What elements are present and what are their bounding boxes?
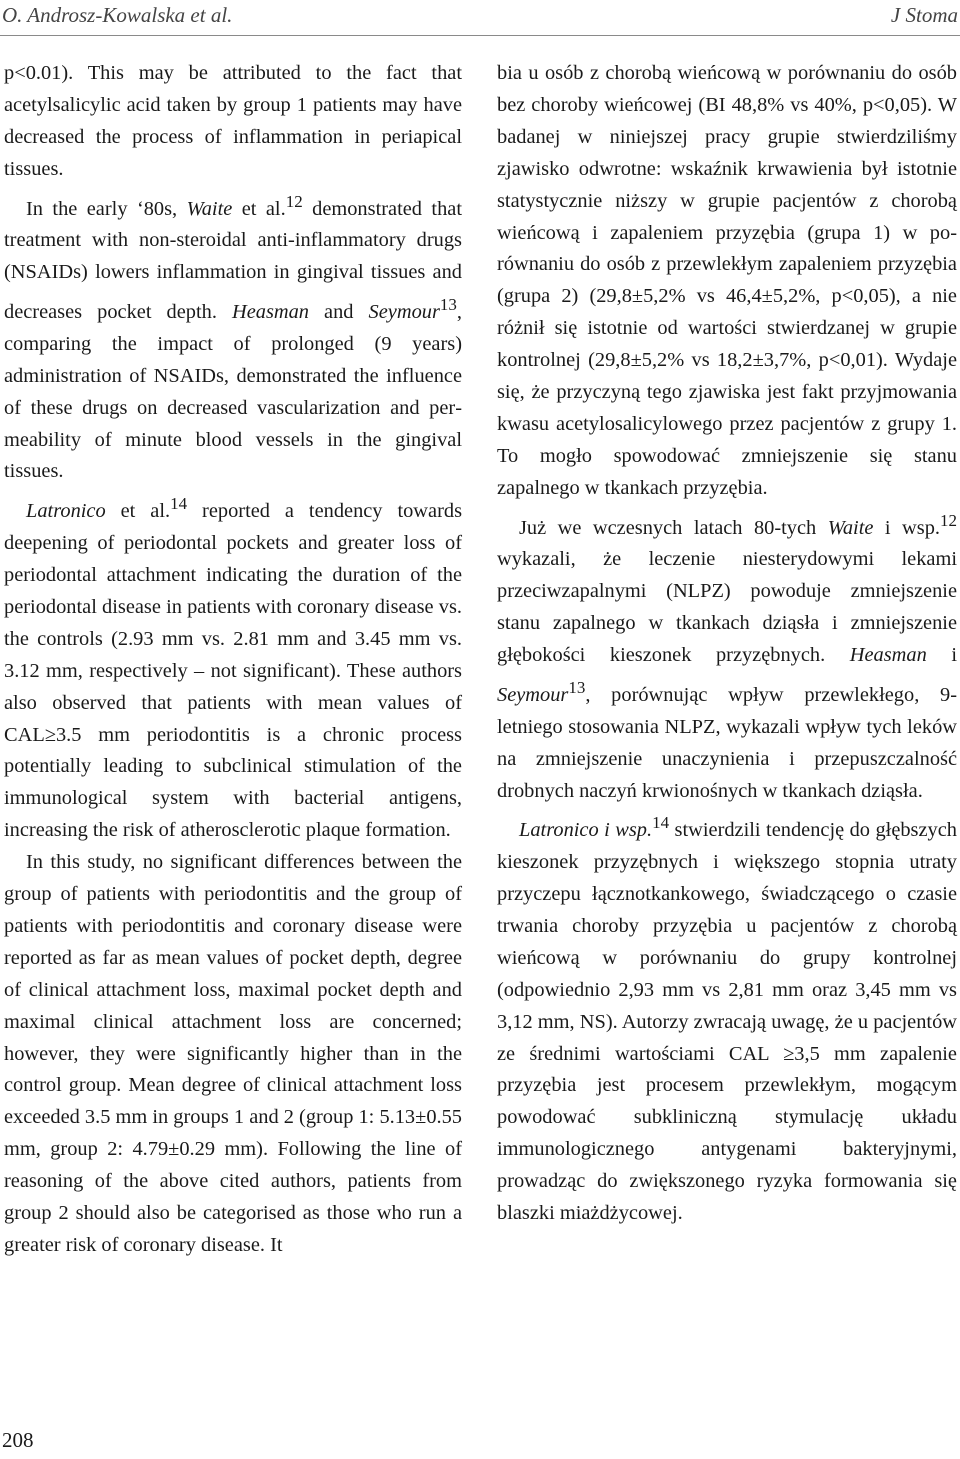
author-name: Seymour — [368, 300, 440, 323]
paragraph-text: reported a tendency towards deepening of periodontal pockets and greater loss of periodontal attachment indicating the duration of the periodontal disease in patients with coronary disease vs. the controls (2.93 mm vs. 2.81 mm and 3.45 mm vs. 3.12 mm, respectively – not significant). These authors also observed that patients with mean values of CAL≥3.5 mm periodontitis is a chronic process potentially leading to subclinical stimulation of the immunological system with bacterial antigens, increasing the risk of atherosclerotic plaque formation. — [4, 500, 463, 842]
paragraph-text: demonstrated that treatment with non-steroidal anti-inflammatory drugs (NSAIDs) lowers inflammation in gingival tissues and decreases pocket depth. — [4, 197, 462, 323]
reference-marker: 14 — [170, 494, 188, 514]
paragraph — [497, 505, 957, 808]
reference-marker: 14 — [652, 813, 670, 833]
paragraph-text: et al. — [232, 197, 286, 220]
reference-marker: 12 — [285, 191, 303, 211]
paragraph-text: In this study, no significant differences between the group of patients with periodontitis and the group of patients with periodontitis and coronary disease were reported as far as mean values of pocket depth, degree of clinical attachment loss, maximal pocket depth and maximal clinical attachment loss are concerned; however, they were significantly higher than in the control group. Mean degree of clinical attachment loss exceeded 3.5 mm in groups 1 and 2 (group 1: 5.13±0.55 mm, group 2: 4.79±0.29 mm). Following the line of reasoning of the above cited authors, patients from group 2 should also be categorised as those who run a greater risk of coronary disease. It — [4, 851, 463, 1257]
author-name: Latronico i wsp. — [519, 819, 653, 842]
author-name: Heasman — [849, 644, 927, 667]
paragraph — [4, 58, 462, 186]
paragraph-text: , porównując wpływ przewlekłego, 9-letniego stosowania NLPZ, wykazali wpływ tych leków na zmniejszenie unaczynienia i przepuszczalność drobnych naczyń krwionośnych w tkankach dziąsła. — [497, 683, 957, 802]
reference-marker: 13 — [568, 678, 586, 698]
paragraph-text: i wsp. — [873, 516, 940, 539]
paragraph — [497, 58, 957, 505]
header-journal: J Stoma — [890, 3, 958, 27]
author-name: Latronico — [26, 500, 106, 523]
paragraph-text: Już we wczesnych latach 80-tych — [519, 516, 828, 539]
paragraph-text: bia u osób z chorobą wieńcową w porównaniu do osób bez choroby wieńcowej (BI 48,8% vs 40%, p<0,05). W badanej w niniejszej pracy grupie stwierdziliśmy zjawisko odwrotne: wskaźnik krwawienia był istotnie statystycznie niższy w grupie pacjentów z chorobą wieńcową i zapaleniem przyzębia (grupa 1) w porównaniu do osób z przewlekłym zapaleniem przyzębia (grupa 2) (29,8±5,2% vs 46,4±5,2%, p<0,05), a nie różnił się istotnie od wartości stwierdzanej w grupie kontrolnej (29,8±5,2% vs 18,2±3,7%, p<0,01). Wydaje się, że przyczyną tego zjawiska jest fakt przyjmowania kwasu acetylosalicylowego przez pacjentów z grupy 1. To mogło spowodować zmniejszenie się stanu zapalnego w tkankach przyzębia. — [497, 62, 957, 499]
page-number: 208 — [2, 1428, 34, 1452]
author-name: Waite — [827, 516, 874, 539]
left-column-english — [4, 58, 462, 1262]
right-column-polish — [497, 58, 957, 1230]
paragraph-text: wykazali, że leczenie niesterydowymi lekami przeciwzapalnymi (NLPZ) powoduje zmniejszenie stanu zapalnego w tkankach dziąsła i zmniejszenie głębokości kieszonek przyzębnych. — [497, 548, 957, 667]
author-name: Heasman — [231, 300, 310, 323]
paragraph-text: p<0.01). This may be attributed to the fact that acetylsalicylic acid taken by group 1 patients may have decreased the process of inflammation in periapical tissues. — [4, 62, 462, 180]
running-header — [0, 0, 960, 36]
author-name: Seymour — [497, 683, 569, 706]
paragraph — [4, 186, 462, 489]
paragraph-text: In the early ‘80s, — [26, 197, 187, 220]
paragraph-text: , comparing the impact of prolonged (9 years) administration of NSAIDs, demonstrated the influence of these drugs on decreased vascularization and permeability of minute blood vessels in the gingival tissues. — [4, 300, 463, 483]
header-authors: O. Androsz-Kowalska et al. — [2, 3, 233, 27]
paragraph-text: stwierdzili tendencję do głębszych kieszonek przyzębnych i większego stopnia utraty przyczepu łącznotkankowego, świadczącego o czasie trwania choroby przyzębia u pacjentów z chorobą wieńcową w porównaniu do grupy kontrolnej (odpowiednio 2,93 mm vs 2,81 mm oraz 3,45 mm vs 3,12 mm, NS). Autorzy zwracają uwagę, że u pacjentów ze średnimi wartościami CAL ≥3,5 mm zapalenie przyzębia jest procesem przewlekłym, mogącym powodować subkliniczną stymulację układu immunologicznego antygenami bakteryjnymi, prowadząc do zwiększonego ryzyka formowania się blaszki miażdżycowej. — [497, 819, 957, 1225]
paragraph — [4, 847, 462, 1262]
paragraph-text: and — [309, 300, 369, 323]
paragraph-text: et al. — [105, 500, 171, 523]
reference-marker: 13 — [439, 295, 457, 315]
paragraph — [497, 807, 957, 1230]
author-name: Waite — [186, 197, 233, 220]
paragraph-text: i — [926, 644, 958, 667]
reference-marker: 12 — [940, 510, 957, 530]
paragraph — [4, 488, 462, 847]
